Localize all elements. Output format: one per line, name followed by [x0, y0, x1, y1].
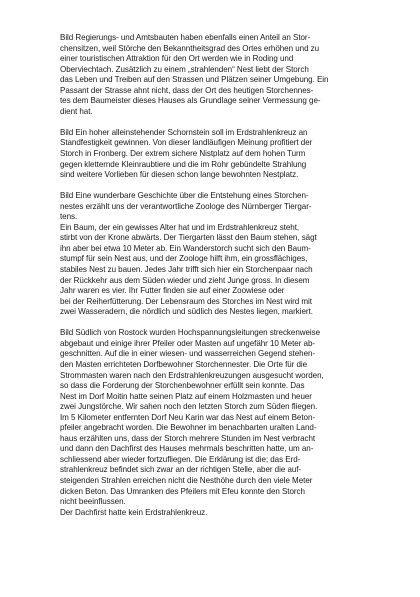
- text-line: Ein Baum, der ein gewisses Alter hat und im Erdstrahlenkreuz steht,: [60, 222, 300, 232]
- text-line: strahlenkreuz befindet sich zwar an der richtigen Stelle, aber die auf-: [60, 465, 302, 475]
- text-line: einer touristischen Attraktion für den Ort werden wie in Roding und: [60, 54, 294, 64]
- text-line: Strommasten waren nach den Erdstrahlenkreuzungen ausgesucht worden,: [60, 370, 324, 380]
- text-line: geschnitten. Auf die in einer wiesen- und wasserreichen Gegend stehen-: [60, 349, 316, 359]
- text-line: zwei Jungstörche. Wir sahen noch den letzten Storch zum Süden fliegen.: [60, 402, 318, 412]
- text-line: abgebaut und einige ihrer Pfeiler oder Masten auf ungefähr 10 Meter ab-: [60, 338, 316, 348]
- text-line: gegen kletternde Kleinraubtiere und die im Rohr gebündelte Strahlung: [60, 159, 307, 169]
- text-line: so dass die Forderung der Storchenbewohner erfüllt sein konnte. Das: [60, 381, 305, 391]
- text-line: stumpf für sein Nest aus, und der Zoologe hilft ihm, ein grossflächiges,: [60, 254, 308, 264]
- text-line: Bild Regierungs- und Amtsbauten haben ebenfalls einen Anteil an Stor-: [60, 33, 311, 42]
- text-line: Bild Ein hoher alleinstehender Schornstein soll im Erdstrahlenkreuz an: [60, 127, 308, 137]
- text-line: stabiles Nest zu bauen. Jedes Jahr trifft sich hier ein Storchenpaar nach: [60, 265, 313, 275]
- text-line: den Masten errichteten Dorfbewohner Storchennester. Die Orte für die: [60, 359, 308, 369]
- text-line: ihn aber bei etwa 10 Meter ab. Ein Wanderstorch sucht sich den Baum-: [60, 243, 311, 253]
- text-line: Bild Eine wunderbare Geschichte über die Entstehung eines Storchen-: [60, 191, 309, 201]
- text-line: stirbt von der Krone abwärts. Der Tiergarten lässt den Baum stehen, sägt: [60, 233, 317, 243]
- text-line: zwei Wasseradern, die nördlich und südlich des Nestes liegen, markiert.: [60, 307, 313, 317]
- text-line: Standfestigkeit gewinnen. Von dieser landläufigen Meinung profitiert der: [60, 138, 313, 148]
- text-line: sind weitere Vorlieben für diesen schon lange bewohnten Nestplatz.: [60, 170, 299, 180]
- text-line: Storch in Fronberg. Der extrem sichere Nistplatz auf dem hohen Turm: [60, 149, 306, 159]
- text-line: Im 5 Kilometer entfernten Dorf Neu Karin war das Nest auf einem Beton-: [60, 412, 316, 422]
- text-line: tes dem Baumeister dieses Hauses als Grundlage seiner Vermessung ge-: [60, 96, 321, 106]
- text-line: schliessend aber wieder fortzufliegen. Die Erklärung ist die; das Erd-: [60, 454, 301, 464]
- paragraph-spacer: [60, 117, 392, 128]
- text-line: nestes erzählt uns der verantwortliche Zoologe des Nürnberger Tiergar-: [60, 201, 312, 211]
- paragraph-spacer: [60, 318, 392, 329]
- text-line: Jahr waren es vier. Ihr Futter finden sie auf einer Zoowiese oder: [60, 286, 285, 296]
- text-line: Bild Südlich von Rostock wurden Hochspannungsleitungen streckenweise: [60, 328, 321, 338]
- text-line: dient hat.: [60, 106, 93, 116]
- text-line: pfeiler angebracht worden. Die Bewohner im benachbarten uralten Land-: [60, 423, 317, 433]
- text-line: Passant der Strasse ahnt nicht, dass der Ort des heutigen Storchennes-: [60, 85, 314, 95]
- paragraph-spacer: [60, 181, 392, 192]
- text-line: bei der Reiherfütterung. Der Lebensraum des Storches im Nest wird mit: [60, 296, 312, 306]
- text-line: das Leben und Treiben auf den Strassen und Plätzen seiner Umgebung. Ein: [60, 75, 329, 85]
- document-page: [60, 33, 392, 518]
- paragraph-rostock-masts: [60, 328, 392, 518]
- text-line: der Rückkehr aus dem Süden wieder und zieht Junge gross. In diesem: [60, 275, 310, 285]
- paragraph-government-buildings: [60, 33, 392, 117]
- text-line: dicken Beton. Das Umranken des Pfeilers mit Efeu konnte den Storch: [60, 486, 305, 496]
- text-line: Der Dachfirst hatte kein Erdstrahlenkreuz.: [60, 507, 208, 517]
- paragraph-zoo-story: [60, 191, 392, 318]
- text-line: chensitzen, weil Störche den Bekanntheitsgrad des Ortes erhöhen und zu: [60, 43, 320, 53]
- text-line: nicht beeinflussen.: [60, 497, 126, 507]
- text-line: steigenden Strahlen erreichen nicht die Nesthöhe durch den viele Meter: [60, 475, 313, 485]
- text-line: und dann den Dachfirst des Hauses mehrmals beschritten hatte, um an-: [60, 444, 314, 454]
- text-line: haus erzählten uns, dass der Storch mehrere Stunden im Nest verbracht: [60, 433, 316, 443]
- text-line: Nest im Dorf Moitin hatte seinen Platz auf einem Holzmasten und heuer: [60, 391, 312, 401]
- paragraph-chimney: [60, 128, 392, 181]
- text-line: Oberviechtach. Zusätzlich zu einem „strahlenden“ Nest liebt der Storch: [60, 64, 309, 74]
- text-line: tens.: [60, 212, 78, 222]
